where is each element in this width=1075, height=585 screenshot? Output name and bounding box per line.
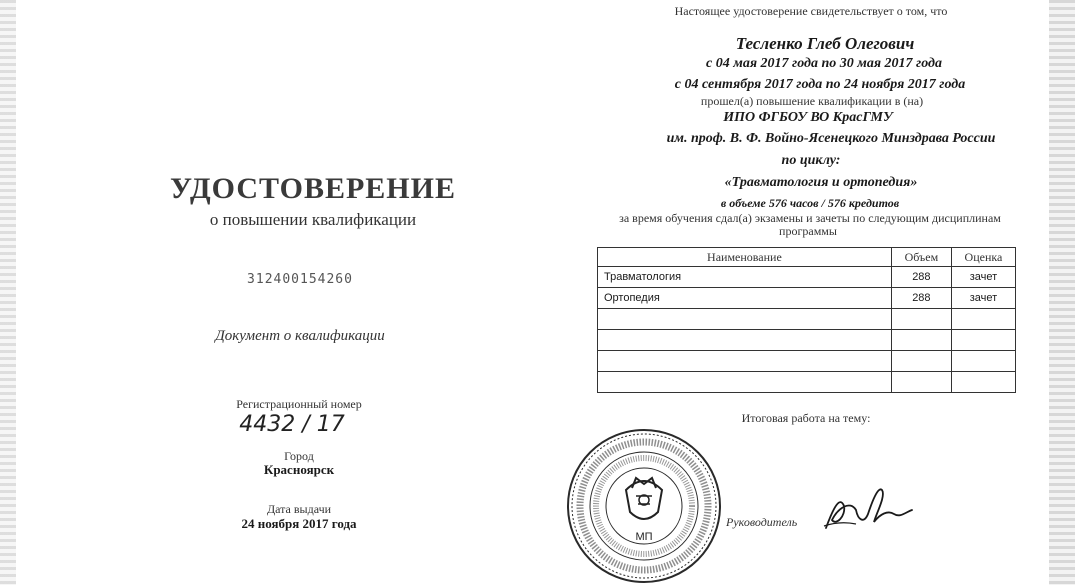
cell-hours [891,330,951,351]
header-hours: Объем [891,248,951,267]
cell-discipline [598,372,892,393]
head-label: Руководитель [726,515,798,529]
exams-text-1: за время обучения сдал(а) экзамены и зачеты по следующим дисциплинам [619,211,1001,225]
official-seal-icon [566,428,722,584]
final-work-label: Итоговая работа на тему: [741,411,871,425]
organization-line-1: ИПО ФГБОУ ВО КрасГМУ [723,110,893,125]
cell-grade [951,330,1015,351]
grades-table [597,247,1016,393]
cell-grade [951,372,1015,393]
decorative-border-right [1049,0,1075,585]
cell-hours [891,309,951,330]
table-header-row [598,248,1016,267]
exams-text-2: программы [779,224,837,238]
cell-hours: 288 [891,267,951,288]
cell-discipline: Ортопедия [598,288,892,309]
recipient-name: Тесленко Глеб Олегович [735,34,915,53]
certificate-title: УДОСТОВЕРЕНИЕ [170,172,456,205]
organization-line-2: им. проф. В. Ф. Войно-Ясенецкого Минздрава России [666,131,996,146]
cell-grade: зачет [951,267,1015,288]
document-type: Документ о квалификации [215,328,385,344]
cell-hours [891,372,951,393]
table-row [598,330,1016,351]
cell-discipline: Травматология [598,267,892,288]
registration-label: Регистрационный номер [236,397,362,411]
passed-text: прошел(а) повышение квалификации в (на) [700,94,924,108]
cell-hours: 288 [891,288,951,309]
cell-hours [891,351,951,372]
cell-grade [951,351,1015,372]
serial-number: 312400154260 [247,272,353,287]
cell-discipline [598,351,892,372]
signature-icon [816,476,916,538]
seal-letters: МП [635,531,653,543]
header-grade: Оценка [951,248,1015,267]
decorative-border-left [0,0,16,585]
table-row [598,267,1016,288]
city-label: Город [284,449,314,463]
volume-text: в объеме 576 часов / 576 кредитов [720,196,900,210]
table-row [598,372,1016,393]
cell-grade: зачет [951,288,1015,309]
intro-text: Настоящее удостоверение свидетельствует о том, что [674,4,948,18]
cycle-label: по циклу: [781,153,841,168]
registration-number: 4432 / 17 [239,412,345,437]
header-name: Наименование [598,248,892,267]
table-row [598,288,1016,309]
period-2: с 04 сентября 2017 года по 24 ноября 2017 года [674,77,966,92]
issue-date-value: 24 ноября 2017 года [241,516,357,531]
certificate-subtitle: о повышении квалификации [209,210,417,229]
issue-date-label: Дата выдачи [266,502,332,516]
city-value: Красноярск [263,462,335,477]
cell-discipline [598,330,892,351]
table-row [598,351,1016,372]
period-1: с 04 мая 2017 года по 30 мая 2017 года [706,56,942,71]
cell-grade [951,309,1015,330]
table-row [598,309,1016,330]
cell-discipline [598,309,892,330]
cycle-name: «Травматология и ортопедия» [724,175,918,190]
